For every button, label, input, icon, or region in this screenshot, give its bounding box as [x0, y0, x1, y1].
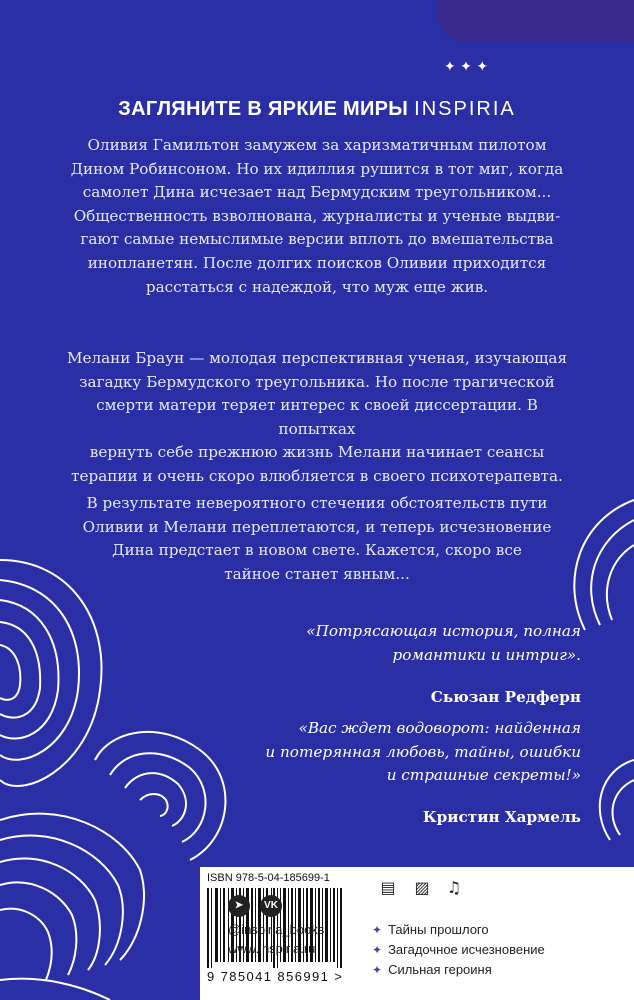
star-icon: ✦: [372, 963, 383, 977]
brand-name: INSPIRIA: [414, 98, 516, 120]
text-line: Дина предстает в новом свете. Кажется, скоро все: [112, 541, 522, 560]
text-line: Общественность взволнована, журналисты и ученые выдви-: [73, 206, 561, 225]
text-line: Оливия Гамильтон замужем за харизматичным пилотом: [87, 136, 547, 154]
star-icon: ✦: [372, 923, 383, 937]
sparkle-icon: ✦ ✦ ✦: [444, 59, 489, 75]
quote-line: и потерянная любовь, тайны, ошибки: [265, 742, 581, 761]
text-line: В результате невероятного стечения обстоятельств пути: [86, 494, 548, 512]
feature-item: [372, 922, 489, 937]
text-line: инопланетян. После долгих поисков Оливии приходится: [87, 253, 547, 272]
review-quote-2: [141, 717, 581, 788]
feature-item: [372, 942, 545, 957]
series-header: [0, 98, 634, 121]
blurb-paragraph-2: [60, 347, 574, 489]
social-handle[interactable]: @inspiria_books: [228, 922, 325, 937]
blurb-paragraph-3: [60, 492, 574, 586]
music-icon: ♫: [446, 878, 462, 897]
text-line: терапии и очень скоро влюбляется в своего психотерапевта.: [71, 466, 563, 485]
text-line: гают самые немыслимые версии вплоть до вмешательства: [80, 230, 554, 249]
text-line: Дином Робинсоном. Но их идиллия рушится в тот миг, когда: [70, 159, 564, 178]
text-line: Мелани Браун — молодая перспективная ученая, изучающая: [66, 349, 568, 367]
barcode-number: 9 785041 856991 >: [207, 969, 344, 984]
text-line: расстаться с надеждой, что муж еще жив.: [145, 277, 489, 296]
blurb-paragraph-1: [60, 134, 574, 299]
feature-label: Тайны прошлого: [388, 922, 489, 937]
feature-label: Загадочное исчезновение: [388, 942, 545, 957]
quote-line: романтики и интриг».: [392, 645, 581, 664]
quote-line: и страшные секреты!»: [386, 766, 581, 784]
image-icon: ▨: [414, 878, 430, 897]
feature-label: Сильная героиня: [388, 962, 492, 977]
text-line: тайное станет явным...: [224, 564, 410, 583]
review-author-1: Сьюзан Редферн: [430, 688, 581, 706]
text-line: Оливии и Мелани переплетаются, и теперь исчезновение: [82, 517, 552, 536]
review-author-2: Кристин Хармель: [422, 808, 581, 826]
star-icon: ✦: [372, 943, 383, 957]
book-icon: ▤: [380, 878, 396, 897]
quote-line: «Вас ждет водоворот: найденная: [298, 719, 581, 737]
text-line: самолет Дина исчезает над Бермудским треугольником...: [82, 183, 552, 202]
text-line: смерти матери теряет интерес к своей диссертации. В попытках: [96, 396, 538, 438]
vk-icon[interactable]: VK: [260, 895, 282, 917]
website-link[interactable]: www.inspiria.ru: [228, 941, 316, 956]
top-tab: [437, 0, 634, 42]
telegram-icon[interactable]: ➤: [228, 895, 250, 917]
series-tagline: ЗАГЛЯНИТЕ В ЯРКИЕ МИРЫ: [118, 98, 409, 120]
text-line: загадку Бермудского треугольника. Но после трагической: [79, 372, 555, 391]
quote-line: «Потрясающая история, полная: [306, 622, 581, 640]
review-quote-1: [141, 620, 581, 667]
isbn-text: ISBN 978-5-04-185699-1: [207, 872, 330, 884]
text-line: вернуть себе прежнюю жизнь Мелани начинает сеансы: [89, 443, 545, 462]
feature-item: [372, 962, 492, 977]
